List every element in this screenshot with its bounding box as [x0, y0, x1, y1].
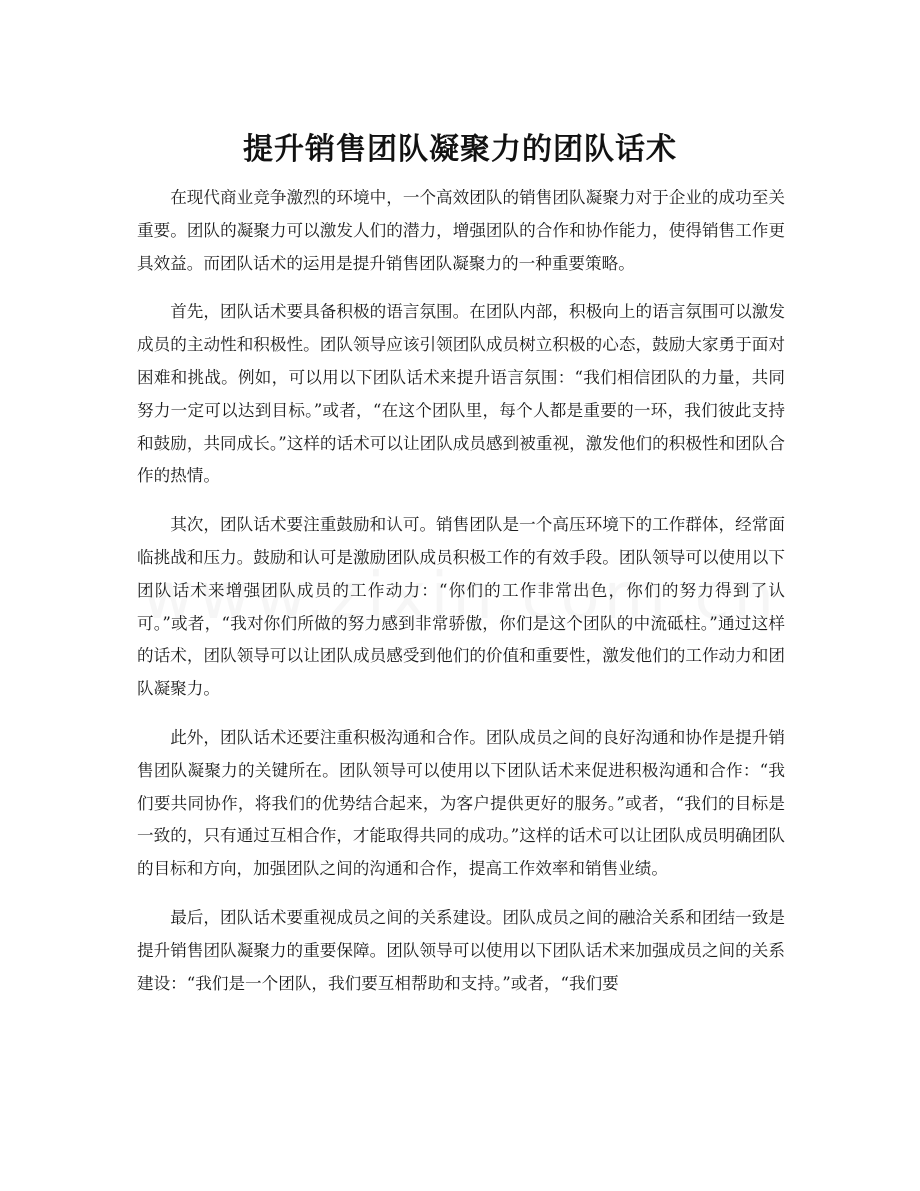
paragraph-third: 此外，团队话术还要注重积极沟通和合作。团队成员之间的良好沟通和协作是提升销售团队凝聚力的关键所在。团队领导可以使用以下团队话术来促进积极沟通和合作：“我们要共同协作，将我们的优势结合起来，为客户提供更好的服务。”或者，“我们的目标是一致的，只有通过互相合作，才能取得共同的成功。”这样的话术可以让团队成员明确团队的目标和方向，加强团队之间的沟通和合作，提高工作效率和销售业绩。: [137, 727, 785, 879]
document-body: [137, 182, 785, 1016]
paragraph-first: 首先，团队话术要具备积极的语言氛围。在团队内部，积极向上的语言氛围可以激发成员的主动性和积极性。团队领导应该引领团队成员树立积极的心态，鼓励大家勇于面对困难和挑战。例如，可以用以下团队话术来提升语言氛围：“我们相信团队的力量，共同努力一定可以达到目标。”或者，“在这个团队里，每个人都是重要的一环，我们彼此支持和鼓励，共同成长。”这样的话术可以让团队成员感到被重视，激发他们的积极性和团队合作的热情。: [137, 302, 785, 486]
paragraph-intro: 在现代商业竞争激烈的环境中，一个高效团队的销售团队凝聚力对于企业的成功至关重要。团队的凝聚力可以激发人们的潜力，增强团队的合作和协作能力，使得销售工作更具效益。而团队话术的运用是提升销售团队凝聚力的一种重要策略。: [137, 188, 785, 273]
paragraph-last: 最后，团队话术要重视成员之间的关系建设。团队成员之间的融洽关系和团结一致是提升销售团队凝聚力的重要保障。团队领导可以使用以下团队话术来加强成员之间的关系建设：“我们是一个团队，我们要互相帮助和支持。”或者，“我们要: [137, 907, 785, 993]
page-title: 提升销售团队凝聚力的团队话术: [243, 132, 677, 168]
paragraph-second: 其次，团队话术要注重鼓励和认可。销售团队是一个高压环境下的工作群体，经常面临挑战和压力。鼓励和认可是激励团队成员积极工作的有效手段。团队领导可以使用以下团队话术来增强团队成员的工作动力：“你们的工作非常出色，你们的努力得到了认可。”或者，“我对你们所做的努力感到非常骄傲，你们是这个团队的中流砥柱。”通过这样的话术，团队领导可以让团队成员感受到他们的价值和重要性，激发他们的工作动力和团队凝聚力。: [137, 515, 785, 699]
